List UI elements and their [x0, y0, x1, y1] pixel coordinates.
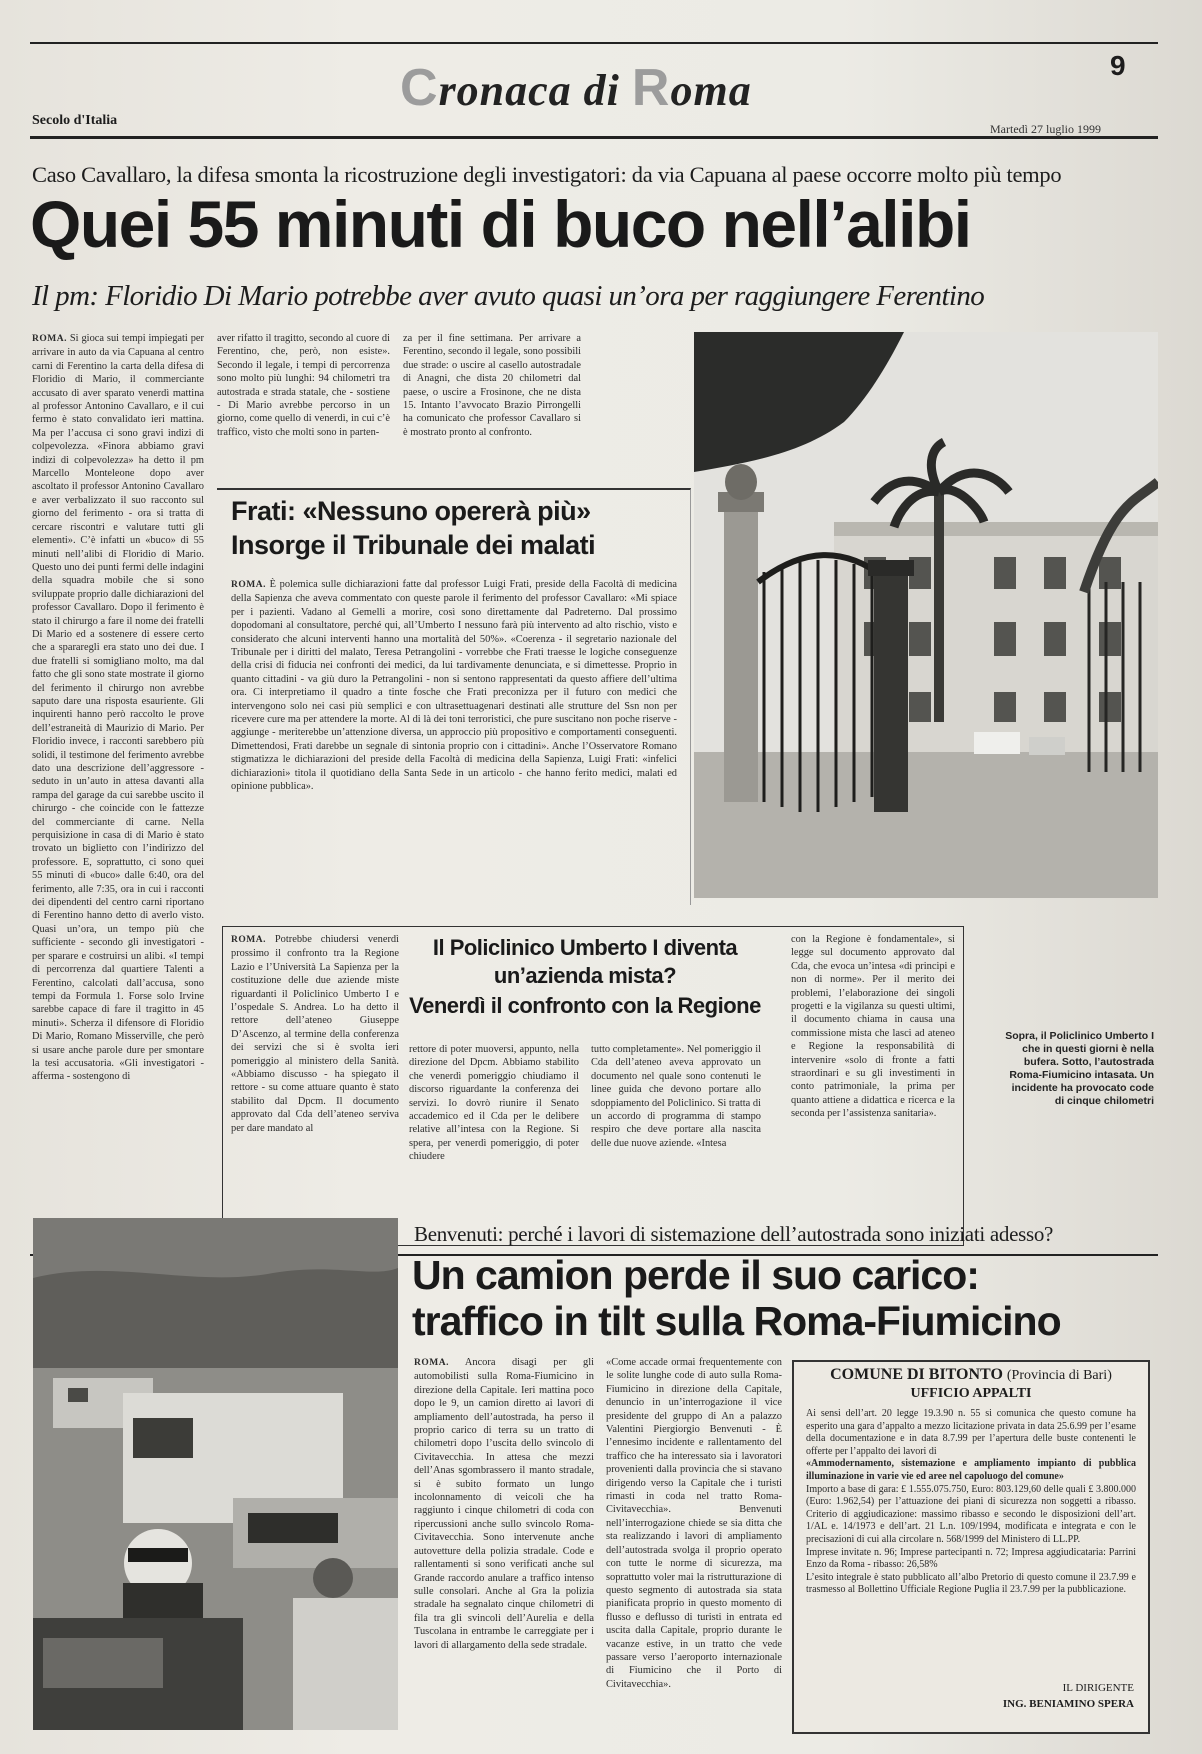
lead-subhead: Il pm: Floridio Di Mario potrebbe aver avuto quasi un’ora per raggiungere Ferentino: [32, 280, 985, 312]
photo-caption: Sopra, il Policlinico Umberto I che in questi giorni è nella bufera. Sotto, l’autostrada Roma-Fiumicino intasata. Un incidente ha provocato code di cinque chilometri: [1005, 1030, 1154, 1107]
lead-headline: Quei 55 minuti di buco nell’alibi: [30, 187, 971, 261]
policlinico-illustration: [694, 332, 1158, 898]
section-title: Cronaca di Roma: [400, 59, 752, 117]
ad-body-bold: «Ammodernamento, sistemazione e ampliamento impianto di pubblica illuminazione in varie vie ed aree nel capoluogo del comune»: [806, 1458, 1136, 1482]
ad-body-1: Ai sensi dell’art. 20 legge 19.3.90 n. 55 si comunica che questo comune ha esperito una gara d’appalto a mezzo licitazione privata in data 25.6.99 per l’esame della documentazione e in data 8.7.99 per l’apertura delle buste contenenti le offerte per l’appalto dei lavori di: [806, 1408, 1136, 1457]
side-headline-1: Frati: «Nessuno opererà più»: [231, 496, 591, 526]
box-headline-2: un’azienda mista?: [493, 963, 677, 988]
box-col-1: ROMA. Potrebbe chiudersi venerdì prossimo il confronto tra la Regione Lazio e l’Università La Sapienza per la costituzione delle due aziende miste riguardanti il Policlinico Umberto I e l’ospedale S. Andrea. Lo ha detto il rettore dell’ateneo Giuseppe D’Ascenzo, al termine della conferenza dei servizi che si è svolta ieri pomeriggio al ministero della Sanità. «Abbiamo discusso - ha spiegato il rettore - su come attuare quanto è stato stabilito dal Dpcm. Il documento approvato dal Cda dell’ateneo serviva per dare mandato al: [231, 934, 399, 1134]
bottom-col-1: ROMA. Ancora disagi per gli automobilisti sulla Roma-Fiumicino in direzione della Capitale. Ieri mattina poco dopo le 9, un camion diretto ai lavori di ampliamento dell’autostrada, ha perso il proprio carico di terra su un tratto di chilometri dopo l’uscita dello svincolo di Civitavecchia. In attesa che mezzi dell’Anas sgombrassero il manto stradale, si è subito formato un lungo incolonnamento di veicoli che ha raggiunto i cinque chilometri di coda con ripercussioni anche sullo svincolo Roma-Civitavecchia. Sono intervenute anche autovetture della polizia stradale. Code e rallentamenti si sono verificati anche sul Grande raccordo anulare a traffico intenso sulle consolari. Anche al Gra la polizia stradale ha segnalato cinque chilometri di fila tra gli svincoli dell’Aurelia e della Tuscolana in entrambe le carreggiate per i lavori di allargamento della sede stradale.: [414, 1357, 594, 1651]
ad-body-3: Imprese invitate n. 96; Imprese partecipanti n. 72; Impresa aggiudicataria: Parrini Enzo da Roma - ribasso: 26,58%: [806, 1546, 1136, 1571]
top-rule: [30, 42, 1158, 44]
policlinico-photo: [694, 332, 1158, 898]
lead-col-3: za per il fine settimana. Per arrivare a Ferentino, secondo il legale, sono possibili due strade: o uscire al casello autostradale di Anagni, che dista 20 chilometri dal paese, o uscire a Frosinone, che ne dista 15. Intanto l’avvocato Brazio Pirrongelli ha comunicato che professor Cavallaro si è mostrato pronto al confronto.: [403, 333, 581, 438]
side-story-body: ROMA. È polemica sulle dichiarazioni fatte dal professor Luigi Frati, preside della Facoltà di medicina della Sapienza che aveva commentato con queste parole il ferimento del professor Cavallaro: «Mi spiace per i pazienti. Vadano al Gemelli a morire, così sono direttamente dal Padreterno. Dal prossimo dopodomani al consultatore, perché qui, all’Umberto I nessuno farà più intervento ad alto rischio, visto e considerato che alcuni interventi hanno una mortalità del 50%». «Coerenza - il segretario nazionale del Tribunale per i diritti del malato, Teresa Petrangolini - vorrebbe che Frati traesse le logiche conseguenze della crisi di fiducia nei confronti dei medici, da lui tardivamente denunciata, e si dimettesse. Proprio in quanto cittadini - va giù duro la Petrangolini - non si sentono rappresentati da questo affiere dell’ultima ora. Ci interpretiamo il quadro a tinte fosche che Frati preconizza per il futuro con medici che intervengono solo nei casi più semplici e con ultrasettuagenari destinati alle strutture del Ssn non per ricevere cure ma per attendere la morte. Al di là dei toni terroristici, che pure suscitano non poche riserve - aggiunge - meriterebbe un’attenzione diversa, un approccio più propositivo e comportamenti conseguenti. Dimettendosi, Frati darebbe un segnale di sintonia proprio con i cittadini». Anche l’Osservatore Romano stigmatizza le dichiarazioni del preside della Facoltà di medicina della Sapienza, Luigi Frati: «infelici dichiarazioni» titola il quotidiano della Santa Sede in un articolo - che hanno ferito medici, malati ed opinione pubblica».: [231, 579, 677, 793]
tender-notice: [792, 1360, 1150, 1734]
box-col-4: con la Regione è fondamentale», si legge sul documento approvato dal Cda, che evoca un’intesa «di principi e non di norme». Per il merito dei problemi, l’elaborazione dei singoli progetti e la vigilanza su questi ultimi, il documento chiama in causa una commissione mista che lasci ad ateneo e Regione la responsabilità di intervenire «solo di fronte a fatti straordinari e su gli investimenti in conto patrimoniale, la prima per quanto attiene a didattica e ricerca e la seconda per l’assistenza sanitaria».: [791, 934, 955, 1120]
ad-signature-name: ING. BENIAMINO SPERA: [1002, 1698, 1134, 1710]
traffic-illustration: [33, 1218, 398, 1730]
page-number: 9: [1110, 50, 1126, 81]
bottom-col-2: «Come accade ormai frequentemente con le solite lunghe code di auto sulla Roma-Fiumicino in direzione della Capitale, denuncio in un’interrogazione il vice presidente del gruppo di An a palazzo Valentini Piergiorgio Benvenuti - È l’ennesimo incidente e rallentamento del traffico che ha interessato sia i lavoratori provenienti dalla provincia che si stavano dirigendo verso la Capitale che i turisti rimasti in coda nel tratto Roma-Civitavecchia». Benvenuti nell’interrogazione chiede se sia ditta che sta realizzando i lavori di ampliamento dell’autostrada svolga il proprio operato con tutte le norme di sicurezza, ma soprattutto voler mai la ristrutturazione di questo segmento di autostrada sia stata pianificata proprio in questo momento di flusso e deflusso di turisti in entrata ed uscita dalla Capitale, proprio durante le vacanze estive, in un tratto che vede passare verso l’aeroporto internazionale di Fiumicino che il Porto di Civitavecchia».: [606, 1357, 782, 1690]
box-col-3: tutto completamente». Nel pomeriggio il Cda dell’ateneo aveva approvato un documento nel quale sono contenuti le linee guida che devono portare allo sdoppiamento del Policlinico. Si tratta di un accordo di programma di stampo respiro che deve portare alla nascita delle due nuove aziende. «Intesa: [591, 1044, 761, 1149]
lead-col-2: aver rifatto il tragitto, secondo al cuore di Ferentino, che, però, non esiste». Secondo il legale, i tempi di percorrenza sono molto più lunghi: 94 chilometri tra autostrada e strada statale, che - sostiene - Di Mario avrebbe percorso in un giorno, come quello di venerdì, in cui c’è traffico, visto che molti sono in parten-: [217, 333, 390, 438]
box-headline-3: Venerdì il confronto con la Regione: [409, 993, 761, 1018]
side-headline-2: Insorge il Tribunale dei malati: [231, 530, 596, 560]
ad-body: [806, 1408, 1136, 1676]
issue-date: Martedì 27 luglio 1999: [990, 122, 1101, 136]
ad-title: COMUNE DI BITONTO (Provincia di Bari): [830, 1366, 1112, 1383]
ad-body-4: L’esito integrale è stato pubblicato all’albo Pretorio di questo comune il 23.7.99 e trasmesso al Bollettino Ufficiale Regione Puglia il 23.7.99 per la pubblicazione.: [806, 1571, 1136, 1596]
ad-office: UFFICIO APPALTI: [910, 1386, 1032, 1401]
ad-body-2: Importo a base di gara: £ 1.555.075.750, Euro: 803.129,60 delle quali £ 3.800.000 (Euro: 1.962,54) per l’attuazione dei piani di sicurezza non soggetti a ribasso. Criterio di aggiudicazione: massimo ribasso e secondo le disposizioni dell’art. 1/AL e. 14/1973 e dell’art. 21 L.n. 109/1994, modificata e integrata e con le precisazioni di cui alla circolare n. 568/1999 del Ministero di LL.PP.: [806, 1483, 1136, 1545]
lead-col-1: ROMA. Si gioca sui tempi impiegati per arrivare in auto da via Capuana al centro carni di Ferentino la carta della difesa di Floridio di Mario, il commerciante accusato di aver sparato venerdì mattina al professor Antonino Cavallaro, e il cui fermo è stato convalidato ieri mattina. Ma per l’accusa ci sono gravi indizi di colpevolezza. «Finora abbiamo gravi indizi di colpevolezza» ha detto il pm Marcello Monteleone dopo aver ascoltato il professor Antonino Cavallaro e aver verbalizzato il suo racconto sul giorno del ferimento - ora si tratta di cercare riscontri e valutare tutti gli elementi». C’è infatti un «buco» di 55 minuti nell’alibi di Floridio di Mario. Questo uno dei punti fermi delle indagini della squadra mobile che si sono sviluppate proprio dalle dichiarazioni del professor Cavallaro. Dopo il ferimento è stato il chirurgo a fare il nome dei fratelli Di Mario ed a sostenere di essere certo che a spararegli era stato uno dei due. I due fratelli si somigliano molto, ma dal fatto che gli sono state mostrate il giorno del ferimento il chirurgo non avrebbe saputo dare una risposta esauriente. Gli inquirenti hanno però raccolto le prove dell’estraneità di Maurizio di Mario. Per Floridio invece, i racconti sarebbero più solidi, il testimone del ferimento avrebbe dato una descrizione dell’aggressore - seduto in un’auto in attesa davanti alla rampa del garage da cui sarebbe uscito il chirurgo - che coincide con le fattezze del commerciante di carne. Nella perquisizione in casa di di Mario è stato trovato un biglietto con l’indirizzo del professore. E, soprattutto, ci sono quei 55 minuti di «buco» dalle 6:40, ora del ferimento, alle 7:35, ora in cui i racconti dei dipendenti del centro carni riportano di Ferentino hanno detto di averlo visto. Quasi un’ora, un tempo più che sufficiente - secondo gli investigatori - per sparare e costruirsi un alibi. «I tempi di percorrenza dal quartiere Talenti a Ferentino, calcolati dall’accusa, sono tempi da Formula 1. Forse solo Irvine sarebbe capace di fare il tragitto in 45 minuti». Scherza il difensore di Floridio Di Mario, Romano Misserville, che però si usare anche parole dure per smontare la tesi accusatoria. «Gli investigatori - afferma - sostengono di: [32, 333, 204, 1083]
bottom-headline-1: Un camion perde il suo carico:: [412, 1252, 979, 1298]
masthead-rule: [30, 136, 1158, 139]
ad-signature-role: IL DIRIGENTE: [1062, 1682, 1134, 1694]
lead-kicker: Caso Cavallaro, la difesa smonta la ricostruzione degli investigatori: da via Capuana al paese occorre molto più tempo: [32, 162, 1062, 187]
box-col-2: rettore di poter muoversi, appunto, nella direzione del Dpcm. Abbiamo stabilito che venerdì pomeriggio chiudiamo il discorso riguardante la conferenza dei servizi. Io dovrò riunire il Senato accademico ed il Cda per le delibere relative all’intesa con la Regione. Si spera, per venerdì pomeriggio, di poter chiudere: [409, 1044, 579, 1163]
box-headline-1: Il Policlinico Umberto I diventa: [432, 935, 738, 960]
bottom-headline-2: traffico in tilt sulla Roma-Fiumicino: [412, 1298, 1061, 1344]
paper-name: Secolo d'Italia: [32, 113, 118, 128]
traffic-photo: [33, 1218, 398, 1730]
policlinico-box: [222, 926, 964, 1246]
bottom-kicker: Benvenuti: perché i lavori di sistemazione dell’autostrada sono iniziati adesso?: [414, 1222, 1054, 1246]
side-story-box: [217, 488, 691, 905]
